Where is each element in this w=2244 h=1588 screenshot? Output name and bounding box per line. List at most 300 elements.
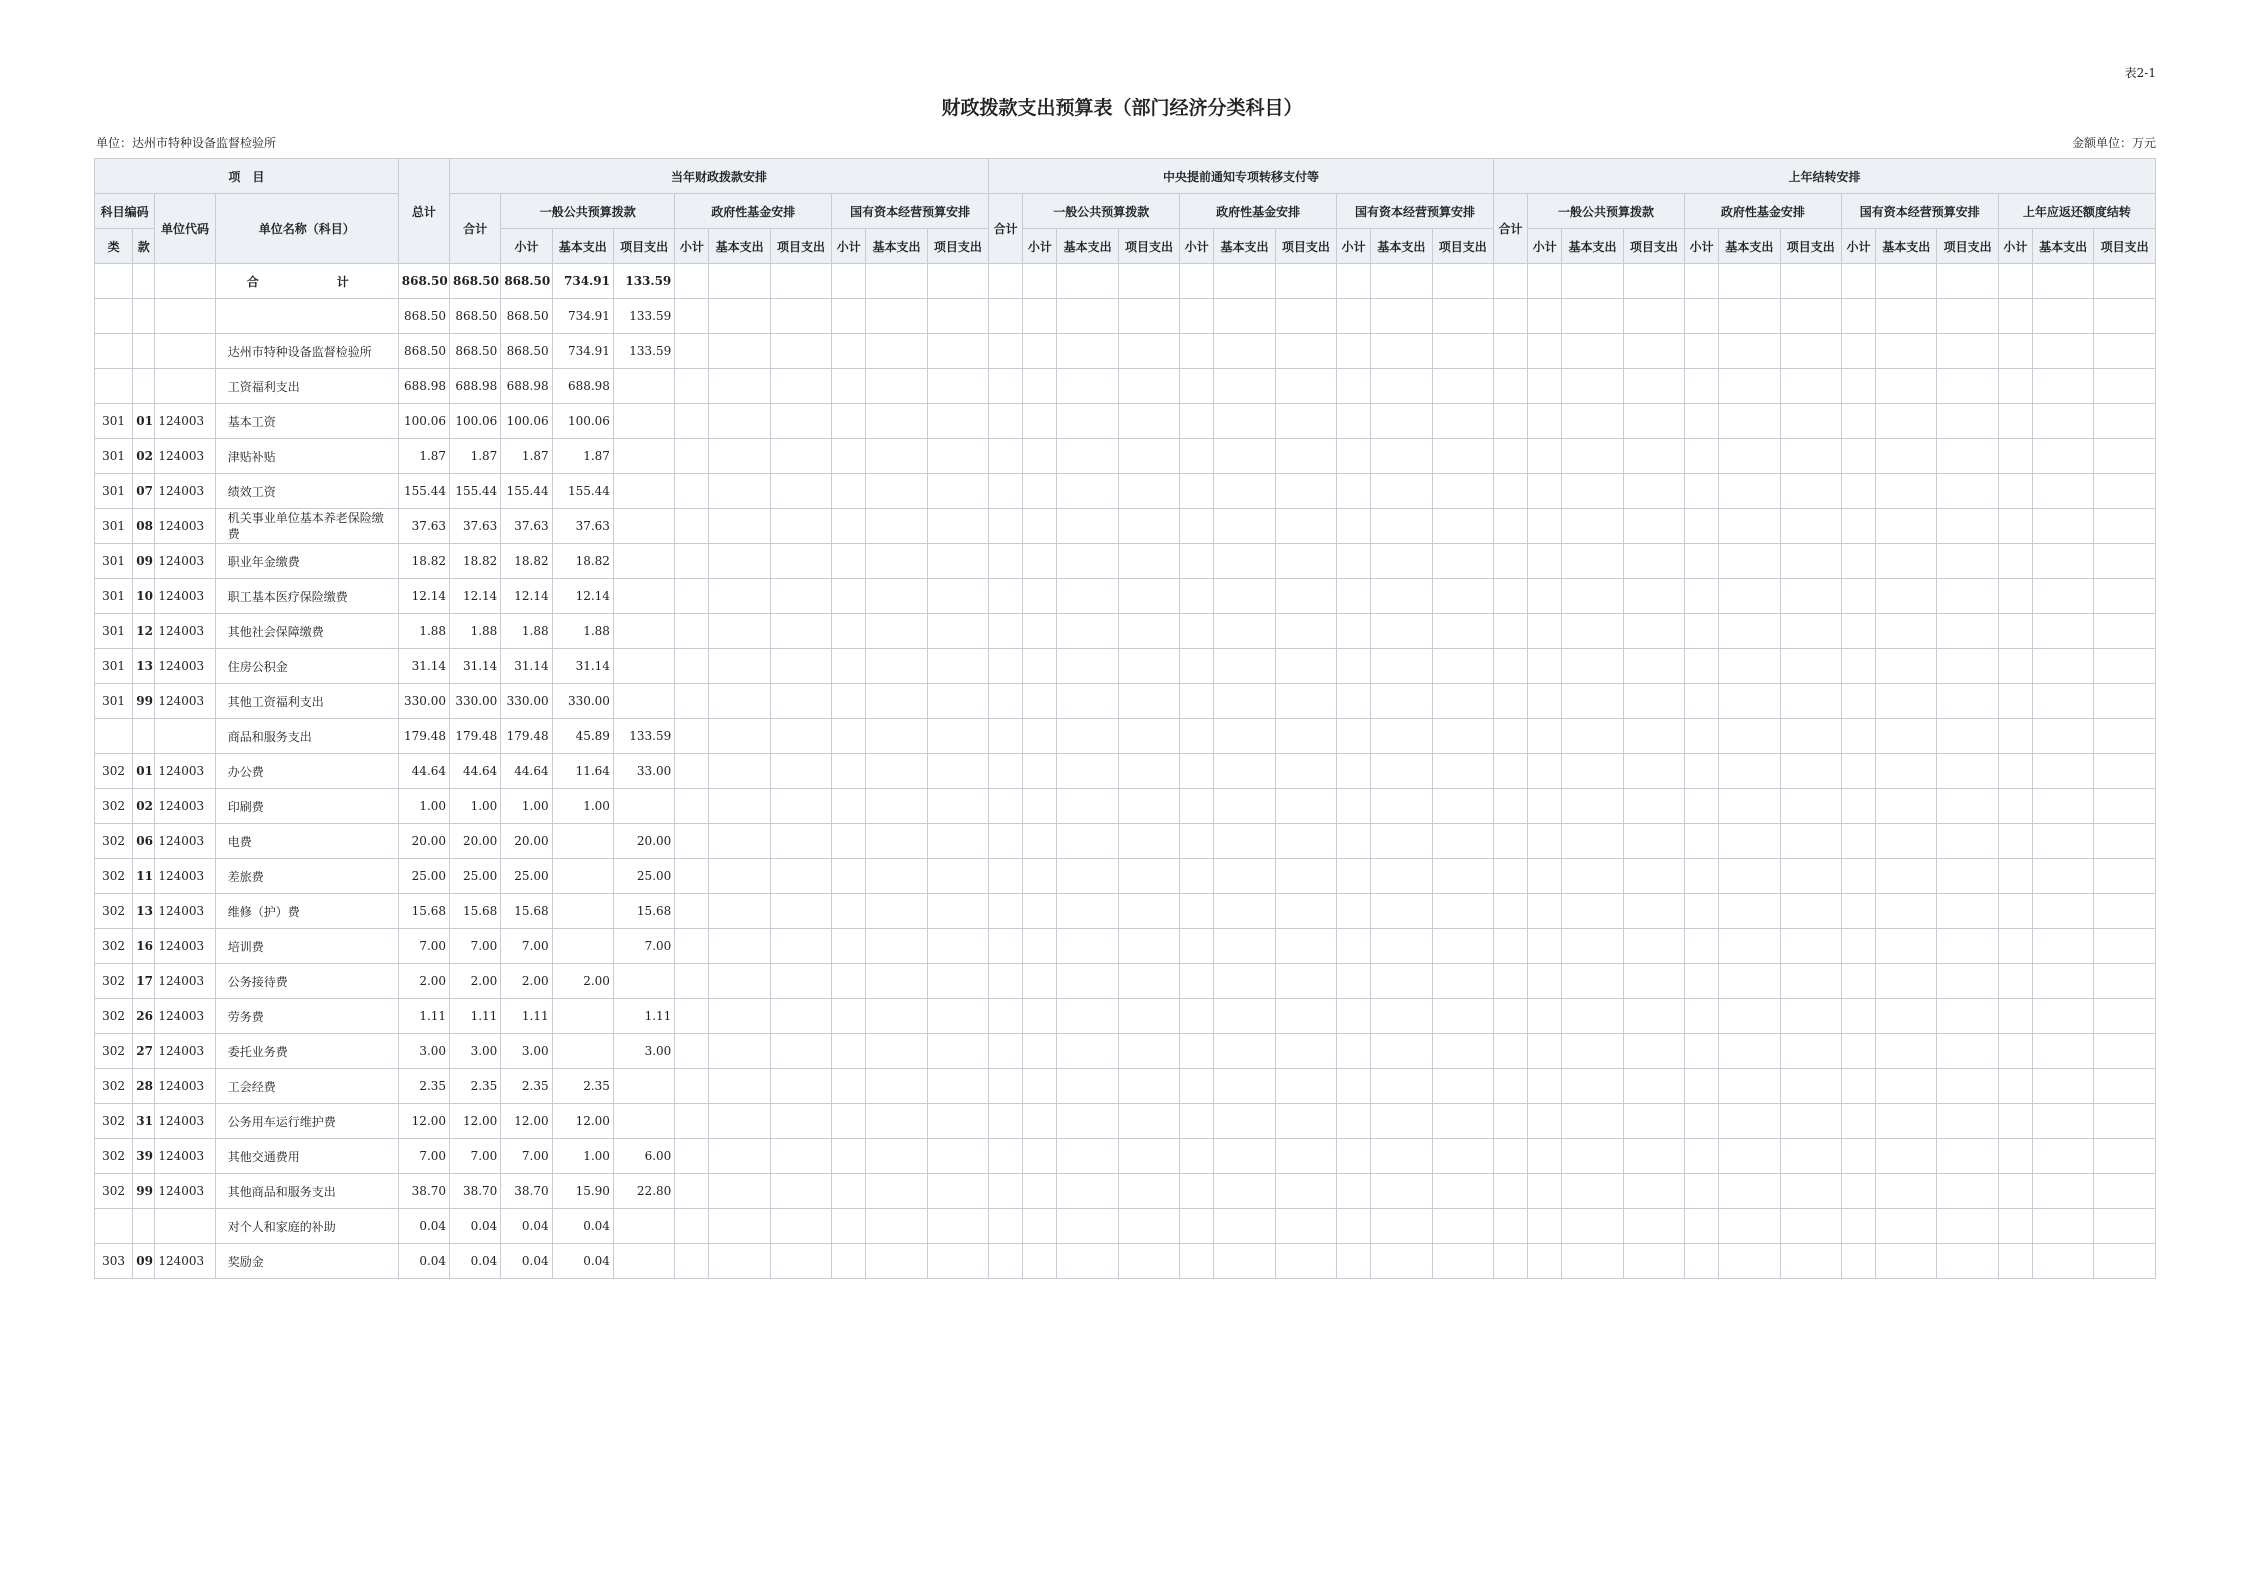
cell-empty <box>1275 719 1336 754</box>
cell-grand-total: 868.50 <box>398 264 449 299</box>
cell-empty <box>2094 1209 2156 1244</box>
cell-empty <box>1023 649 1057 684</box>
cell-item: 01 <box>133 404 155 439</box>
cell-empty <box>866 859 927 894</box>
cell-empty <box>709 299 770 334</box>
cell-grand-total: 0.04 <box>398 1244 449 1279</box>
cell-empty <box>675 754 709 789</box>
cell-empty <box>1275 404 1336 439</box>
cell-empty <box>1719 544 1780 579</box>
cell-empty <box>770 474 831 509</box>
cell-unit-name: 奖励金 <box>215 1244 398 1279</box>
cell-general-subtotal: 1.88 <box>501 614 552 649</box>
cell-empty <box>1562 1034 1623 1069</box>
cell-empty <box>1057 754 1118 789</box>
cell-empty <box>1371 334 1432 369</box>
cell-empty <box>1371 474 1432 509</box>
unit-label: 单位：达州市特种设备监督检验所 <box>96 136 277 150</box>
cell-empty <box>1057 544 1118 579</box>
cell-unit-code: 124003 <box>155 754 215 789</box>
cell-empty <box>1998 509 2032 544</box>
cell-empty <box>1780 789 1841 824</box>
cell-empty <box>1118 964 1179 999</box>
cell-empty <box>1685 754 1719 789</box>
cell-empty <box>866 369 927 404</box>
cell-unit-code: 124003 <box>155 964 215 999</box>
cell-empty <box>1876 1174 1937 1209</box>
cell-empty <box>1876 719 1937 754</box>
cell-class: 302 <box>95 1034 133 1069</box>
cell-empty <box>927 509 988 544</box>
cell-general-basic <box>552 999 613 1034</box>
cell-empty <box>2094 439 2156 474</box>
cell-empty <box>1023 1104 1057 1139</box>
cell-general-subtotal: 868.50 <box>501 299 552 334</box>
cell-empty <box>1057 474 1118 509</box>
cell-general-basic: 1.00 <box>552 789 613 824</box>
cell-empty <box>927 684 988 719</box>
cell-empty <box>1528 544 1562 579</box>
cell-empty <box>1214 264 1275 299</box>
cell-empty <box>832 684 866 719</box>
cell-empty <box>2032 684 2093 719</box>
cell-empty <box>1275 474 1336 509</box>
cell-empty <box>1493 579 1527 614</box>
cell-empty <box>709 264 770 299</box>
cell-general-project: 15.68 <box>613 894 674 929</box>
table-row <box>95 544 2156 579</box>
cell-empty <box>927 439 988 474</box>
cell-class <box>95 369 133 404</box>
cell-empty <box>1937 789 1998 824</box>
cell-empty <box>1432 1209 1493 1244</box>
cell-empty <box>1719 1139 1780 1174</box>
cell-general-project <box>613 649 674 684</box>
cell-unit-code: 124003 <box>155 1104 215 1139</box>
cell-empty <box>709 859 770 894</box>
cell-general-project <box>613 1069 674 1104</box>
cell-general-subtotal: 868.50 <box>501 334 552 369</box>
cell-unit-code <box>155 264 215 299</box>
header-unit-name: 单位名称（科目） <box>215 194 398 264</box>
cell-empty <box>1937 404 1998 439</box>
cell-empty <box>1371 614 1432 649</box>
cell-empty <box>1493 509 1527 544</box>
cell-empty <box>1937 1104 1998 1139</box>
cell-empty <box>709 1139 770 1174</box>
header-last-return-basic: 基本支出 <box>2032 229 2093 264</box>
cell-empty <box>1998 964 2032 999</box>
table-row <box>95 719 2156 754</box>
cell-empty <box>866 929 927 964</box>
cell-empty <box>1841 684 1875 719</box>
cell-empty <box>1493 474 1527 509</box>
cell-empty <box>1023 439 1057 474</box>
cell-empty <box>1562 474 1623 509</box>
header-current-general-subtotal: 小计 <box>501 229 552 264</box>
cell-empty <box>1937 649 1998 684</box>
cell-empty <box>1623 1104 1684 1139</box>
cell-item <box>133 334 155 369</box>
cell-current-total: 179.48 <box>450 719 501 754</box>
cell-item <box>133 719 155 754</box>
header-project: 项 目 <box>95 159 399 194</box>
cell-empty <box>1876 1069 1937 1104</box>
cell-empty <box>709 579 770 614</box>
cell-empty <box>1685 1139 1719 1174</box>
cell-empty <box>1937 579 1998 614</box>
cell-general-subtotal: 44.64 <box>501 754 552 789</box>
cell-empty <box>1493 824 1527 859</box>
cell-grand-total: 1.87 <box>398 439 449 474</box>
cell-empty <box>2094 334 2156 369</box>
cell-empty <box>1780 509 1841 544</box>
cell-empty <box>2094 1069 2156 1104</box>
cell-empty <box>1685 894 1719 929</box>
cell-empty <box>1057 929 1118 964</box>
cell-empty <box>1118 929 1179 964</box>
cell-empty <box>1780 859 1841 894</box>
cell-empty <box>866 999 927 1034</box>
cell-empty <box>1623 369 1684 404</box>
cell-empty <box>2032 894 2093 929</box>
cell-general-subtotal: 7.00 <box>501 929 552 964</box>
header-last-return: 上年应返还额度结转 <box>1998 194 2155 229</box>
cell-empty <box>1118 299 1179 334</box>
cell-empty <box>770 404 831 439</box>
header-grand-total: 总计 <box>398 159 449 264</box>
cell-empty <box>1937 1069 1998 1104</box>
header-central-general-basic: 基本支出 <box>1057 229 1118 264</box>
cell-empty <box>1057 999 1118 1034</box>
cell-empty <box>927 859 988 894</box>
cell-empty <box>1685 824 1719 859</box>
cell-empty <box>1562 1139 1623 1174</box>
cell-empty <box>1685 1104 1719 1139</box>
cell-empty <box>675 1244 709 1279</box>
cell-empty <box>1623 684 1684 719</box>
cell-item <box>133 264 155 299</box>
cell-unit-code <box>155 719 215 754</box>
cell-empty <box>1023 579 1057 614</box>
cell-empty <box>1118 684 1179 719</box>
cell-empty <box>832 1244 866 1279</box>
cell-empty <box>1493 1209 1527 1244</box>
budget-table <box>94 158 2156 1279</box>
cell-empty <box>1214 299 1275 334</box>
table-row <box>95 964 2156 999</box>
cell-empty <box>770 1139 831 1174</box>
cell-unit-code: 124003 <box>155 579 215 614</box>
cell-empty <box>675 1139 709 1174</box>
cell-empty <box>675 999 709 1034</box>
cell-empty <box>1685 544 1719 579</box>
cell-empty <box>1562 369 1623 404</box>
cell-empty <box>832 649 866 684</box>
cell-current-total: 3.00 <box>450 1034 501 1069</box>
cell-empty <box>1623 859 1684 894</box>
cell-grand-total: 1.11 <box>398 999 449 1034</box>
cell-empty <box>1780 719 1841 754</box>
cell-empty <box>866 439 927 474</box>
cell-empty <box>1998 1104 2032 1139</box>
cell-empty <box>1685 929 1719 964</box>
cell-empty <box>1841 1139 1875 1174</box>
table-row <box>95 999 2156 1034</box>
cell-general-project: 25.00 <box>613 859 674 894</box>
cell-empty <box>1432 1069 1493 1104</box>
cell-empty <box>1432 649 1493 684</box>
cell-empty <box>1562 1174 1623 1209</box>
cell-empty <box>1057 1069 1118 1104</box>
cell-empty <box>1562 614 1623 649</box>
cell-general-subtotal: 25.00 <box>501 859 552 894</box>
cell-unit-name: 商品和服务支出 <box>215 719 398 754</box>
cell-empty <box>866 404 927 439</box>
cell-empty <box>675 579 709 614</box>
cell-empty <box>927 999 988 1034</box>
cell-empty <box>1023 334 1057 369</box>
cell-class: 302 <box>95 999 133 1034</box>
cell-empty <box>1841 1069 1875 1104</box>
cell-empty <box>1493 999 1527 1034</box>
cell-empty <box>709 684 770 719</box>
header-current-general-basic: 基本支出 <box>552 229 613 264</box>
cell-empty <box>1685 264 1719 299</box>
cell-empty <box>1118 614 1179 649</box>
cell-general-subtotal: 7.00 <box>501 1139 552 1174</box>
cell-empty <box>1023 1209 1057 1244</box>
cell-empty <box>2032 789 2093 824</box>
cell-empty <box>1998 1174 2032 1209</box>
cell-empty <box>1841 509 1875 544</box>
cell-empty <box>1876 789 1937 824</box>
cell-empty <box>1998 999 2032 1034</box>
cell-empty <box>866 964 927 999</box>
cell-empty <box>1998 614 2032 649</box>
cell-empty <box>1623 509 1684 544</box>
cell-empty <box>1337 859 1371 894</box>
cell-empty <box>1623 1034 1684 1069</box>
cell-empty <box>1214 404 1275 439</box>
table-row <box>95 1139 2156 1174</box>
cell-empty <box>2094 929 2156 964</box>
cell-general-basic: 1.88 <box>552 614 613 649</box>
cell-empty <box>1180 824 1214 859</box>
cell-empty <box>1493 859 1527 894</box>
cell-empty <box>2032 299 2093 334</box>
cell-empty <box>1337 684 1371 719</box>
cell-empty <box>832 1209 866 1244</box>
cell-empty <box>1371 1139 1432 1174</box>
cell-unit-name: 劳务费 <box>215 999 398 1034</box>
cell-empty <box>1214 824 1275 859</box>
cell-empty <box>1118 649 1179 684</box>
cell-empty <box>1780 579 1841 614</box>
table-number: 表2-1 <box>2124 66 2156 80</box>
cell-empty <box>1780 1209 1841 1244</box>
cell-empty <box>1214 334 1275 369</box>
cell-empty <box>1685 439 1719 474</box>
cell-empty <box>1180 1174 1214 1209</box>
cell-unit-name: 差旅费 <box>215 859 398 894</box>
cell-empty <box>675 1104 709 1139</box>
cell-general-basic: 100.06 <box>552 404 613 439</box>
cell-general-project: 6.00 <box>613 1139 674 1174</box>
cell-empty <box>832 404 866 439</box>
cell-grand-total: 179.48 <box>398 719 449 754</box>
cell-grand-total: 868.50 <box>398 299 449 334</box>
cell-empty <box>770 299 831 334</box>
cell-empty <box>866 894 927 929</box>
cell-empty <box>2094 789 2156 824</box>
cell-item: 08 <box>133 509 155 544</box>
cell-empty <box>1876 859 1937 894</box>
cell-class: 302 <box>95 929 133 964</box>
cell-general-subtotal: 155.44 <box>501 474 552 509</box>
cell-empty <box>770 439 831 474</box>
cell-empty <box>1685 614 1719 649</box>
cell-empty <box>1432 334 1493 369</box>
cell-empty <box>770 649 831 684</box>
cell-empty <box>1275 999 1336 1034</box>
cell-empty <box>1562 894 1623 929</box>
cell-empty <box>927 964 988 999</box>
cell-empty <box>1180 719 1214 754</box>
cell-empty <box>1719 1034 1780 1069</box>
cell-empty <box>1876 614 1937 649</box>
cell-empty <box>1876 264 1937 299</box>
cell-current-total: 2.35 <box>450 1069 501 1104</box>
cell-empty <box>1180 964 1214 999</box>
table-row <box>95 824 2156 859</box>
cell-empty <box>1937 1244 1998 1279</box>
cell-empty <box>1876 544 1937 579</box>
cell-empty <box>1275 894 1336 929</box>
cell-empty <box>866 824 927 859</box>
cell-empty <box>832 369 866 404</box>
cell-empty <box>1371 824 1432 859</box>
cell-empty <box>1780 369 1841 404</box>
cell-unit-code: 124003 <box>155 684 215 719</box>
cell-unit-code: 124003 <box>155 859 215 894</box>
cell-empty <box>675 1209 709 1244</box>
cell-empty <box>1562 1104 1623 1139</box>
cell-empty <box>1337 404 1371 439</box>
cell-class: 301 <box>95 579 133 614</box>
cell-empty <box>1719 579 1780 614</box>
cell-empty <box>1180 264 1214 299</box>
cell-empty <box>1937 1034 1998 1069</box>
cell-empty <box>770 1209 831 1244</box>
cell-current-total: 1.11 <box>450 999 501 1034</box>
cell-empty <box>1180 649 1214 684</box>
cell-empty <box>1780 614 1841 649</box>
cell-general-subtotal: 688.98 <box>501 369 552 404</box>
cell-class: 302 <box>95 754 133 789</box>
cell-empty <box>1719 1104 1780 1139</box>
cell-empty <box>1841 789 1875 824</box>
cell-item: 06 <box>133 824 155 859</box>
cell-empty <box>1371 1174 1432 1209</box>
cell-empty <box>1180 999 1214 1034</box>
table-row <box>95 859 2156 894</box>
cell-general-basic <box>552 894 613 929</box>
cell-empty <box>1432 264 1493 299</box>
cell-empty <box>989 1069 1023 1104</box>
header-current-gov-fund: 政府性基金安排 <box>675 194 832 229</box>
cell-empty <box>1337 719 1371 754</box>
cell-empty <box>927 1104 988 1139</box>
cell-empty <box>1337 544 1371 579</box>
cell-empty <box>1275 859 1336 894</box>
header-current-state-capital-subtotal: 小计 <box>832 229 866 264</box>
cell-empty <box>1180 1139 1214 1174</box>
cell-empty <box>1719 929 1780 964</box>
cell-empty <box>1876 1104 1937 1139</box>
cell-empty <box>989 1174 1023 1209</box>
cell-empty <box>770 754 831 789</box>
cell-empty <box>1023 859 1057 894</box>
cell-grand-total: 688.98 <box>398 369 449 404</box>
cell-empty <box>1841 999 1875 1034</box>
table-row <box>95 579 2156 614</box>
cell-empty <box>1275 1209 1336 1244</box>
cell-empty <box>989 719 1023 754</box>
cell-empty <box>832 1069 866 1104</box>
cell-class: 301 <box>95 509 133 544</box>
cell-empty <box>1118 404 1179 439</box>
cell-grand-total: 20.00 <box>398 824 449 859</box>
cell-empty <box>2032 1209 2093 1244</box>
cell-empty <box>832 334 866 369</box>
cell-empty <box>1685 999 1719 1034</box>
cell-empty <box>832 824 866 859</box>
cell-class: 301 <box>95 474 133 509</box>
cell-empty <box>866 754 927 789</box>
header-last-state-capital-basic: 基本支出 <box>1876 229 1937 264</box>
cell-empty <box>1023 404 1057 439</box>
cell-empty <box>675 719 709 754</box>
cell-empty <box>1371 439 1432 474</box>
cell-empty <box>1528 1209 1562 1244</box>
cell-empty <box>1432 929 1493 964</box>
cell-empty <box>1998 894 2032 929</box>
cell-empty <box>1432 1244 1493 1279</box>
cell-empty <box>1623 1174 1684 1209</box>
cell-empty <box>1493 404 1527 439</box>
cell-empty <box>2094 964 2156 999</box>
cell-empty <box>1876 964 1937 999</box>
cell-general-basic <box>552 824 613 859</box>
cell-empty <box>1623 614 1684 649</box>
cell-empty <box>1057 334 1118 369</box>
cell-empty <box>675 299 709 334</box>
cell-empty <box>866 1034 927 1069</box>
cell-general-subtotal: 31.14 <box>501 649 552 684</box>
cell-empty <box>2094 369 2156 404</box>
cell-empty <box>1623 964 1684 999</box>
cell-general-project <box>613 964 674 999</box>
cell-empty <box>1432 299 1493 334</box>
cell-general-basic: 12.14 <box>552 579 613 614</box>
cell-general-basic: 18.82 <box>552 544 613 579</box>
cell-general-project: 133.59 <box>613 334 674 369</box>
cell-empty <box>2094 894 2156 929</box>
cell-empty <box>709 754 770 789</box>
cell-empty <box>770 1174 831 1209</box>
cell-empty <box>927 929 988 964</box>
